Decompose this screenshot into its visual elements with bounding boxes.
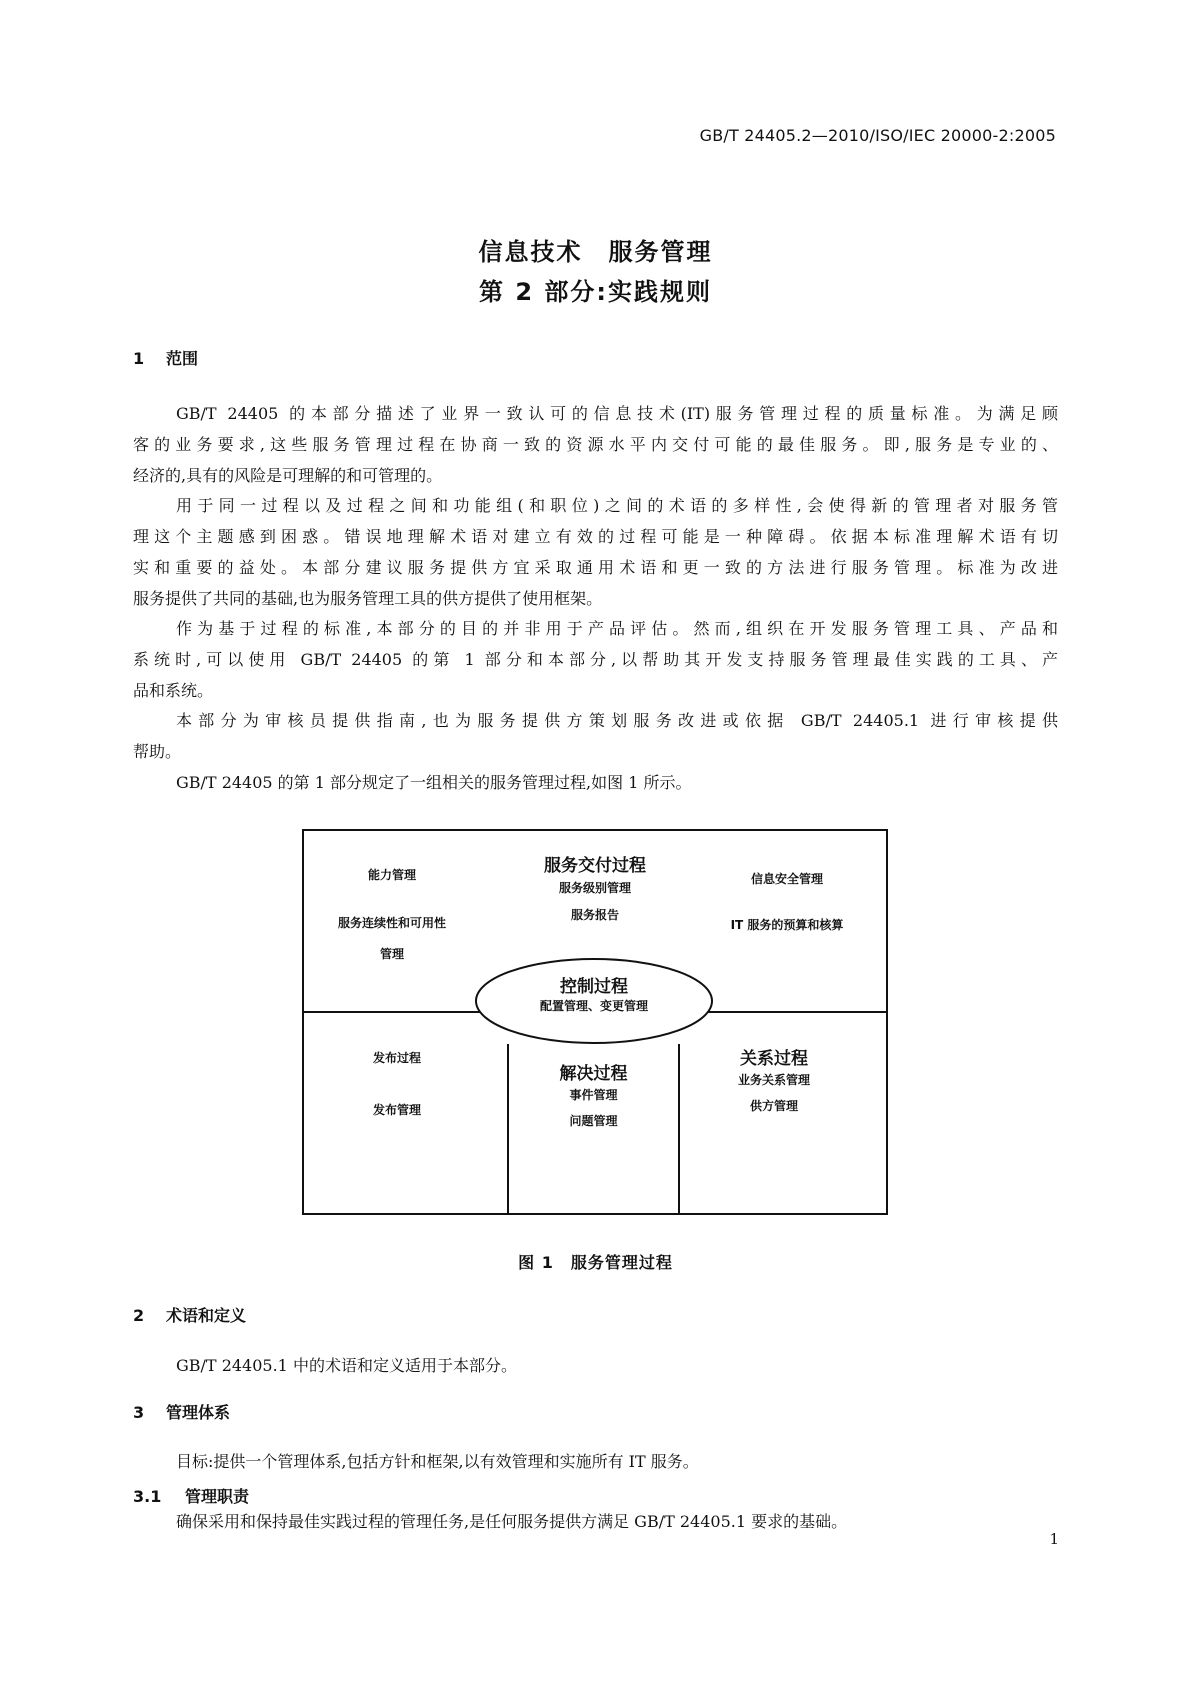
resolution-item: 问题管理 <box>569 1114 618 1128</box>
control-process-title: 控制过程 <box>560 977 628 997</box>
capacity-management: 能力管理 <box>367 868 416 882</box>
paragraph: GB/T 24405 的第 1 部分规定了一组相关的服务管理过程,如图 1 所示。 <box>176 773 692 792</box>
delivery-item: 服务级别管理 <box>558 881 631 895</box>
figure-service-management-processes <box>302 829 888 1215</box>
section-number: 2 <box>133 1306 145 1325</box>
section-title: 管理体系 <box>166 1403 231 1422</box>
section-number: 1 <box>133 349 145 368</box>
delivery-process-title: 服务交付过程 <box>544 856 646 876</box>
subsection-3-1-heading <box>133 1484 249 1507</box>
continuity-management: 服务连续性和可用性 <box>337 916 446 930</box>
section-2-heading <box>133 1303 246 1326</box>
budgeting-accounting: IT 服务的预算和核算 <box>730 918 844 932</box>
security-management: 信息安全管理 <box>750 872 823 886</box>
release-management: 发布管理 <box>372 1103 421 1117</box>
delivery-item: 服务报告 <box>570 908 619 922</box>
page-number: 1 <box>1049 1530 1059 1548</box>
control-process-items: 配置管理、变更管理 <box>539 999 648 1013</box>
paragraph: 用于同一过程以及过程之间和功能组(和职位)之间的术语的多样性,会使得新的管理者对服务管 理这个主题感到困惑。错误地理解术语对建立有效的过程可能是一种障碍。依据本标准理解术语有切 实和重要的益处。本部分建议服务提供方宜采取通用术语和更一致的方法进行服务管理。标准为改进 服务提供了共同的基础,也为服务管理工具的供方提供了使用框架。 <box>133 496 1058 608</box>
section-3-heading <box>133 1400 230 1423</box>
figure-caption: 图 1 服务管理过程 <box>518 1253 673 1272</box>
paragraph: 本部分为审核员提供指南,也为服务提供方策划服务改进或依据 GB/T 24405.1 进行审核提供 帮助。 <box>133 711 1058 761</box>
document-title: 信息技术 服务管理 <box>478 238 713 266</box>
section-title: 术语和定义 <box>166 1306 247 1325</box>
release-process-title: 发布过程 <box>372 1051 421 1065</box>
document-subtitle: 第 2 部分:实践规则 <box>478 278 712 306</box>
section-title: 管理职责 <box>185 1487 250 1506</box>
relationship-item: 业务关系管理 <box>737 1073 810 1087</box>
resolution-item: 事件管理 <box>569 1088 618 1102</box>
section-number: 3 <box>133 1403 145 1422</box>
section-title: 范围 <box>166 349 199 368</box>
section-1-heading <box>133 346 198 369</box>
resolution-process-title: 解决过程 <box>559 1064 628 1084</box>
relationship-process-title: 关系过程 <box>740 1049 808 1069</box>
continuity-management-cont: 管理 <box>379 947 404 961</box>
relationship-item: 供方管理 <box>749 1099 798 1113</box>
paragraph: GB/T 24405.1 中的术语和定义适用于本部分。 <box>176 1356 517 1375</box>
paragraph: 作为基于过程的标准,本部分的目的并非用于产品评估。然而,组织在开发服务管理工具、产品和 系统时,可以使用 GB/T 24405 的第 1 部分和本部分,以帮助其开发支持服务管理最佳实践的工具、产 品和系统。 <box>133 619 1058 700</box>
paragraph: 确保采用和保持最佳实践过程的管理任务,是任何服务提供方满足 GB/T 24405.1 要求的基础。 <box>176 1512 848 1531</box>
standard-code: GB/T 24405.2—2010/ISO/IEC 20000-2:2005 <box>699 126 1056 145</box>
section-number: 3.1 <box>133 1487 162 1506</box>
paragraph: 目标:提供一个管理体系,包括方针和框架,以有效管理和实施所有 IT 服务。 <box>176 1452 699 1471</box>
paragraph: GB/T 24405 的本部分描述了业界一致认可的信息技术(IT)服务管理过程的质量标准。为满足顾 客的业务要求,这些服务管理过程在协商一致的资源水平内交付可能的最佳服务。即,服务是专业的、 经济的,具有的风险是可理解的和可管理的。 <box>133 404 1058 485</box>
